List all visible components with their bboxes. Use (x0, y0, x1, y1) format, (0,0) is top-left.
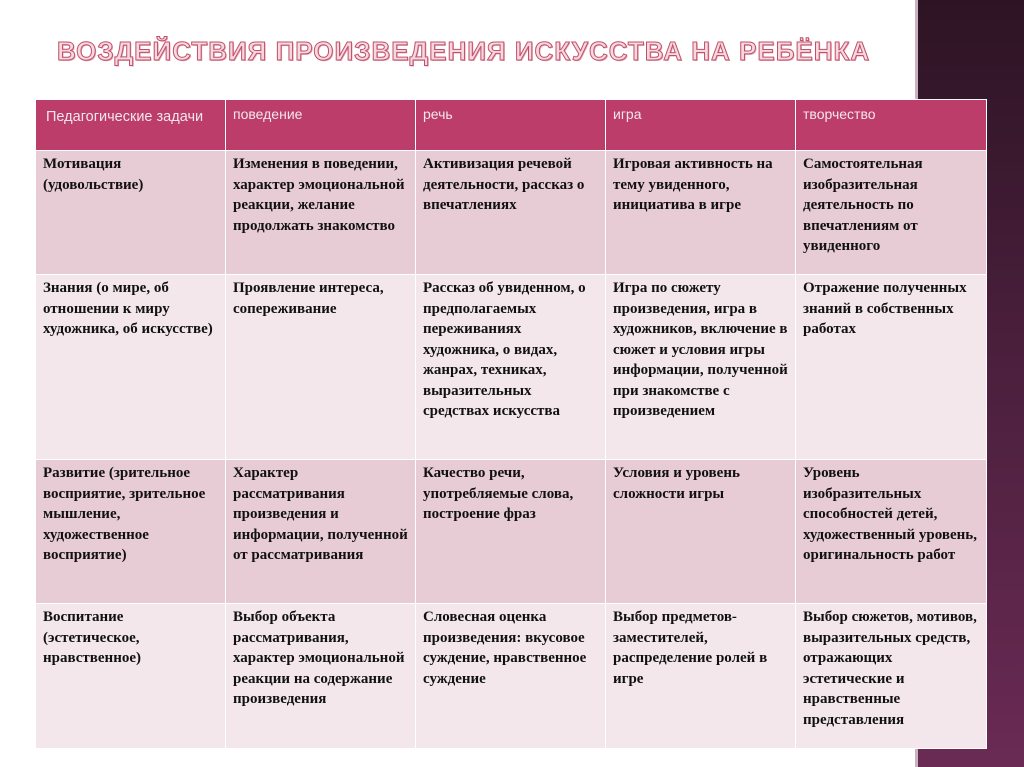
header-cell-tasks: Педагогические задачи (36, 100, 226, 151)
header-cell-creativity: творчество (796, 100, 987, 151)
table-cell: Игровая активность на тему увиденного, инициатива в игре (606, 151, 796, 275)
table-cell: Словесная оценка произведения: вкусовое суждение, нравственное суждение (416, 604, 606, 749)
table-row (36, 604, 987, 749)
table-cell: Активизация речевой деятельности, рассказ о впечатлениях (416, 151, 606, 275)
header-cell-play: игра (606, 100, 796, 151)
pedagogy-table (35, 99, 987, 749)
table-cell: Игра по сюжету произведения, игра в художников, включение в сюжет и условия игры информации, полученной при знакомстве с произведением (606, 275, 796, 460)
table-cell: Мотивация (удовольствие) (36, 151, 226, 275)
table-cell: Выбор предметов-заместителей, распределение ролей в игре (606, 604, 796, 749)
table-cell: Знания (о мире, об отношении к миру художника, об искусстве) (36, 275, 226, 460)
table-row (36, 151, 987, 275)
table-cell: Уровень изобразительных способностей детей, художественный уровень, оригинальность работ (796, 460, 987, 604)
table-cell: Изменения в поведении, характер эмоциональной реакции, желание продолжать знакомство (226, 151, 416, 275)
slide-title: ВОЗДЕЙСТВИЯ ПРОИЗВЕДЕНИЯ ИСКУССТВА НА РЕБЁНКА (57, 36, 871, 66)
table-cell: Отражение полученных знаний в собственных работах (796, 275, 987, 460)
table-cell: Проявление интереса, сопереживание (226, 275, 416, 460)
table-cell: Выбор сюжетов, мотивов, выразительных средств, отражающих эстетические и нравственные представления (796, 604, 987, 749)
table-row (36, 460, 987, 604)
table-cell: Выбор объекта рассматривания, характер эмоциональной реакции на содержание произведения (226, 604, 416, 749)
table-cell: Условия и уровень сложности игры (606, 460, 796, 604)
table-cell: Самостоятельная изобразительная деятельность по впечатлениям от увиденного (796, 151, 987, 275)
table-cell: Воспитание (эстетическое, нравственное) (36, 604, 226, 749)
table-row (36, 275, 987, 460)
table-cell: Качество речи, употребляемые слова, построение фраз (416, 460, 606, 604)
table-header-row (36, 100, 987, 151)
table-cell: Характер рассматривания произведения и информации, полученной от рассматривания (226, 460, 416, 604)
table-cell: Развитие (зрительное восприятие, зрительное мышление, художественное восприятие) (36, 460, 226, 604)
header-cell-behavior: поведение (226, 100, 416, 151)
table-cell: Рассказ об увиденном, о предполагаемых переживаниях художника, о видах, жанрах, техниках, выразительных средствах искусства (416, 275, 606, 460)
header-cell-speech: речь (416, 100, 606, 151)
